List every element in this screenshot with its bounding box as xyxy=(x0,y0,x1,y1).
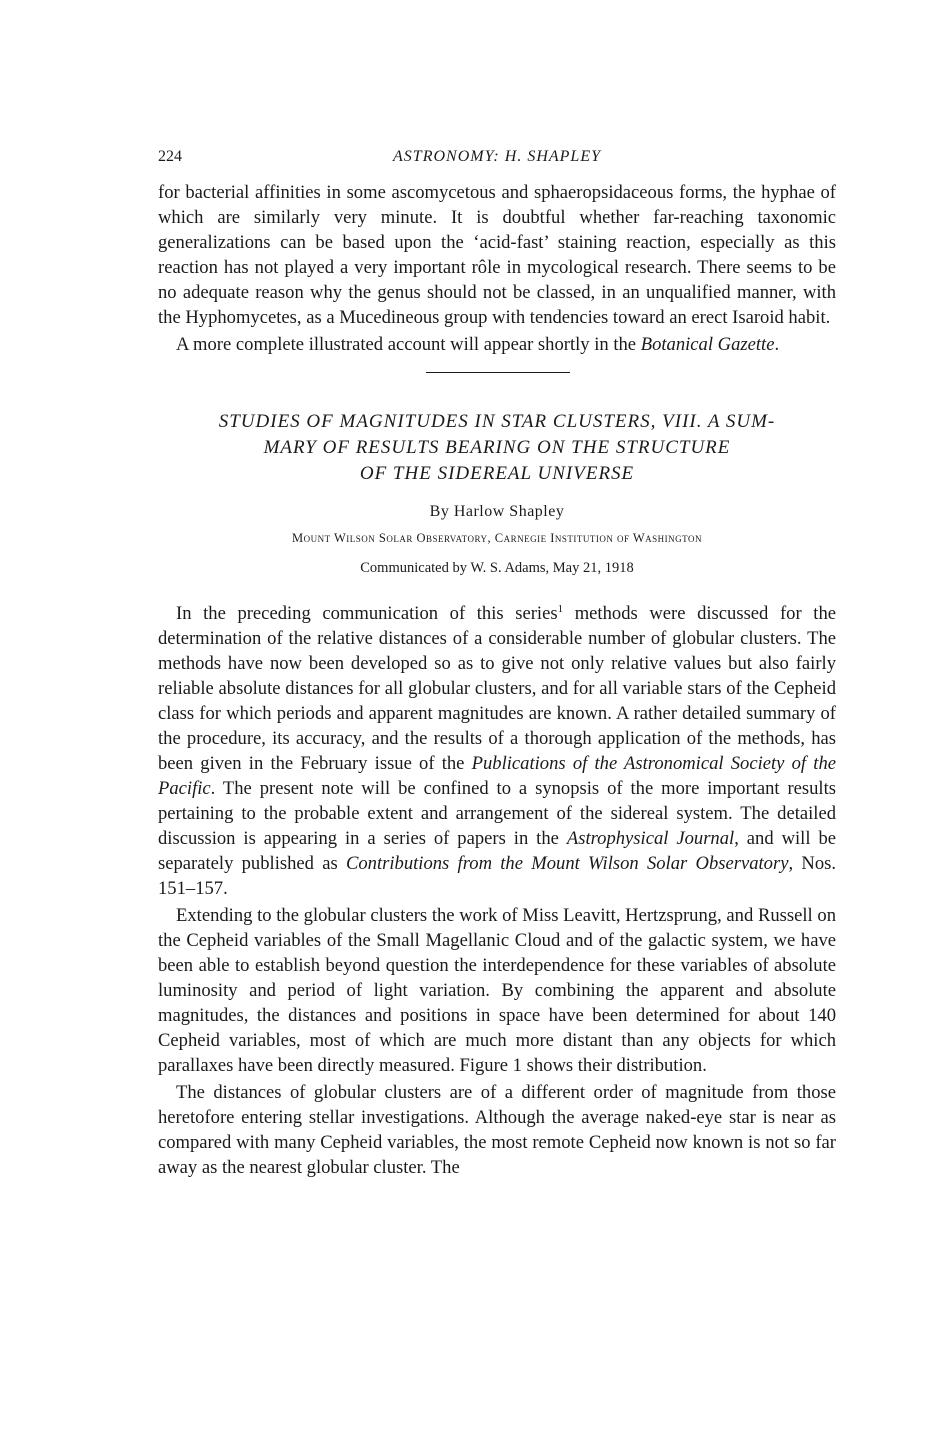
author-affiliation: Mount Wilson Solar Observatory, Carnegie Institution of Washington xyxy=(291,531,703,545)
divider-rule xyxy=(426,372,570,373)
continued-paragraph: for bacterial affinities in some ascomycetous and sphaeropsidaceous forms, the hyphae of which are similarly very minute. It is doubtful whether far-reaching taxonomic generalizations can be based upon the ‘acid-fast’ staining reaction, especially as this reaction has not played a very important rôle in mycological research. There seems to be no adequate reason why the genus should not be classed, in an unqualified manner, with the Hyphomycetes, as a Mucedineous group with tendencies toward an erect Isaroid habit. xyxy=(158,182,836,328)
publication-name-1: Publications of the Astronomical Society of the Pacific xyxy=(158,753,836,799)
running-head xyxy=(158,148,836,172)
running-title: ASTRONOMY: H. SHAPLEY xyxy=(393,148,601,165)
paragraph-1-part-1: In the preceding communication of this series xyxy=(176,603,558,624)
article-title xyxy=(158,409,836,487)
body-paragraph-1 xyxy=(158,601,836,901)
section-divider xyxy=(158,357,836,401)
paragraph-1-part-2: methods were discussed for the determination of the relative distances of a considerable number of globular clusters. The methods have now been developed so as to give not only relative values but also fairly reliable absolute distances for all globular clusters, and for all variable stars of the Cepheid class for which periods and apparent magnitudes are known. A rather detailed summary of the procedure, its accuracy, and the results of a thorough application of the methods, has been given in the February issue of the xyxy=(158,603,836,774)
publication-name-3: Contributions from the Mount Wilson Solar Observatory xyxy=(345,853,789,874)
paragraph-1-part-4: , and will be separately published as xyxy=(158,828,836,874)
body-paragraph-3: The distances of globular clusters are of a different order of magnitude from those heretofore entering stellar investigations. Although the average naked-eye star is near as compared with many Cepheid variables, the most remote Cepheid now known is not so far away as the nearest globular cluster. The xyxy=(158,1082,836,1178)
journal-page xyxy=(158,148,836,1180)
author-byline: By Harlow Shapley xyxy=(429,503,565,520)
page-number: 224 xyxy=(158,148,182,165)
communicated-line: Communicated by W. S. Adams, May 21, 1918 xyxy=(360,560,634,576)
body-paragraph-2: Extending to the globular clusters the work of Miss Leavitt, Hertzsprung, and Russell on the Cepheid variables of the Small Magellanic Cloud and of the galactic system, we have been able to establish beyond question the interdependence for these variables of absolute luminosity and period of light variation. By combining the apparent and absolute magnitudes, the distances and positions in space have been determined for about 140 Cepheid variables, most of which are much more distant than any objects for which parallaxes have been directly measured. Figure 1 shows their distribution. xyxy=(158,905,836,1076)
article-title-line-3: OF THE SIDEREAL UNIVERSE xyxy=(359,463,635,484)
paragraph-1-part-3: . The present note will be confined to a synopsis of the more important results pertaining to the probable extent and arrangement of the sidereal system. The detailed discussion is appearing in a series of papers in the xyxy=(158,778,836,849)
article-title-line-1: STUDIES OF MAGNITUDES IN STAR CLUSTERS, VIII. A SUM- xyxy=(218,411,776,432)
closing-text: A more complete illustrated account will appear shortly in the xyxy=(176,334,641,355)
closing-paragraph xyxy=(158,332,836,357)
journal-name: Botanical Gazette xyxy=(640,334,775,355)
article-title-line-2: MARY OF RESULTS BEARING ON THE STRUCTURE xyxy=(263,437,731,458)
footnote-ref: 1 xyxy=(557,602,564,615)
closing-end: . xyxy=(774,334,780,355)
paragraph-1-part-5: , Nos. 151–157. xyxy=(158,853,836,899)
publication-name-2: Astrophysical Journal xyxy=(566,828,735,849)
